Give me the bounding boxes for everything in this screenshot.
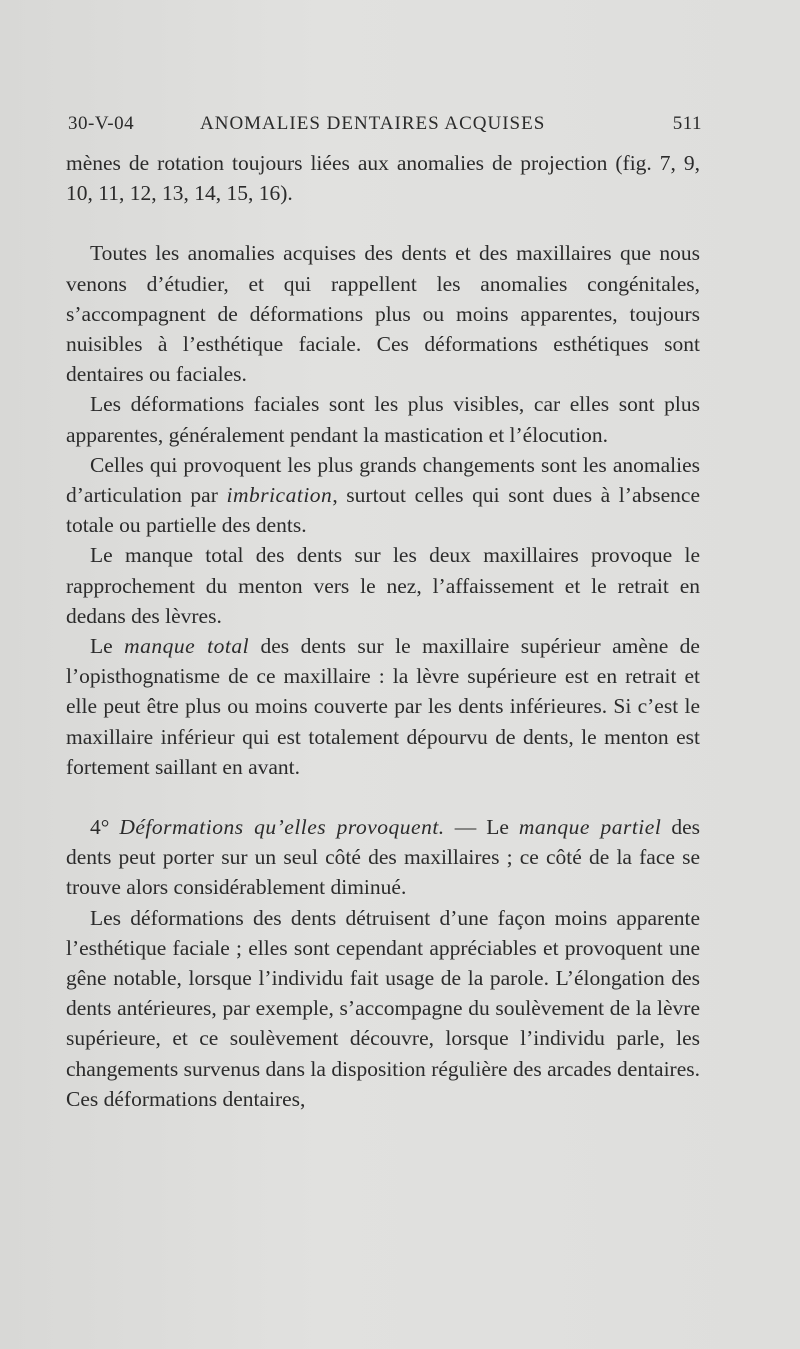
italic-term: imbrication bbox=[226, 483, 333, 508]
page-number: 511 bbox=[672, 113, 702, 134]
section-heading: Déformations qu’elles provoquent. bbox=[119, 815, 445, 840]
paragraph-anomalies-intro: Toutes les anomalies acquises des dents et des maxillaires que nous venons d’étudier, et qui rappellent les anomalies congénitales, s’accompagnent de déformations plus ou moins apparentes, toujours nuisibles à l’esthétique faciale. Ces déformations esthétiques sont dentaires ou faciales. bbox=[66, 241, 700, 387]
paragraph-section-4: 4° Déformations qu’elles provoquent. — Le manque partiel des dents peut porter sur un seul côté des maxillaires ; ce côté de la face se trouve alors considérablement diminué. bbox=[66, 815, 700, 900]
italic-term: manque partiel bbox=[518, 815, 662, 840]
running-title: ANOMALIES DENTAIRES ACQUISES bbox=[200, 113, 546, 134]
paragraph-total-loss-both: Le manque total des dents sur les deux maxillaires provoque le rapprochement du menton vers le nez, l’affaissement et le retrait en dedans des lèvres. bbox=[66, 543, 700, 628]
paragraph-continuation: mènes de rotation toujours liées aux anomalies de projection (fig. 7, 9, 10, 11, 12, 13, 14, 15, 16). bbox=[66, 151, 700, 206]
paragraph-facial-deformations: Les déformations faciales sont les plus visibles, car elles sont plus apparentes, généralement pendant la mastication et l’élocution. bbox=[66, 392, 700, 447]
running-header bbox=[68, 113, 708, 147]
paragraph-total-loss-upper: Le manque total des dents sur le maxillaire supérieur amène de l’opisthognatisme de ce maxillaire : la lèvre supérieure est en retrait et elle peut être plus ou moins couverte par les dents inférieures. Si c’est le maxillaire inférieur qui est totalement dépourvu de dents, le menton est fortement saillant en avant. bbox=[66, 634, 700, 779]
page-body bbox=[66, 148, 700, 1114]
paragraph-dental-deformations: Les déformations des dents détruisent d’une façon moins apparente l’esthétique faciale ; elles sont cependant appréciables et provoquent une gêne notable, lorsque l’individu fait usage de la parole. L’élongation des dents antérieures, par exemple, s’accompagne du soulèvement de la lèvre supérieure, et ce soulèvement découvre, lorsque l’individu parle, les changements survenus dans la disposition régulière des arcades dentaires. Ces déformations dentaires, bbox=[66, 905, 700, 1111]
paragraph-imbrication: Celles qui provoquent les plus grands changements sont les anomalies d’articulation par imbrication, surtout celles qui sont dues à l’absence totale ou partielle des dents. bbox=[66, 452, 700, 538]
folio-code: 30-V-04 bbox=[68, 113, 135, 134]
italic-term: manque total bbox=[124, 634, 250, 659]
